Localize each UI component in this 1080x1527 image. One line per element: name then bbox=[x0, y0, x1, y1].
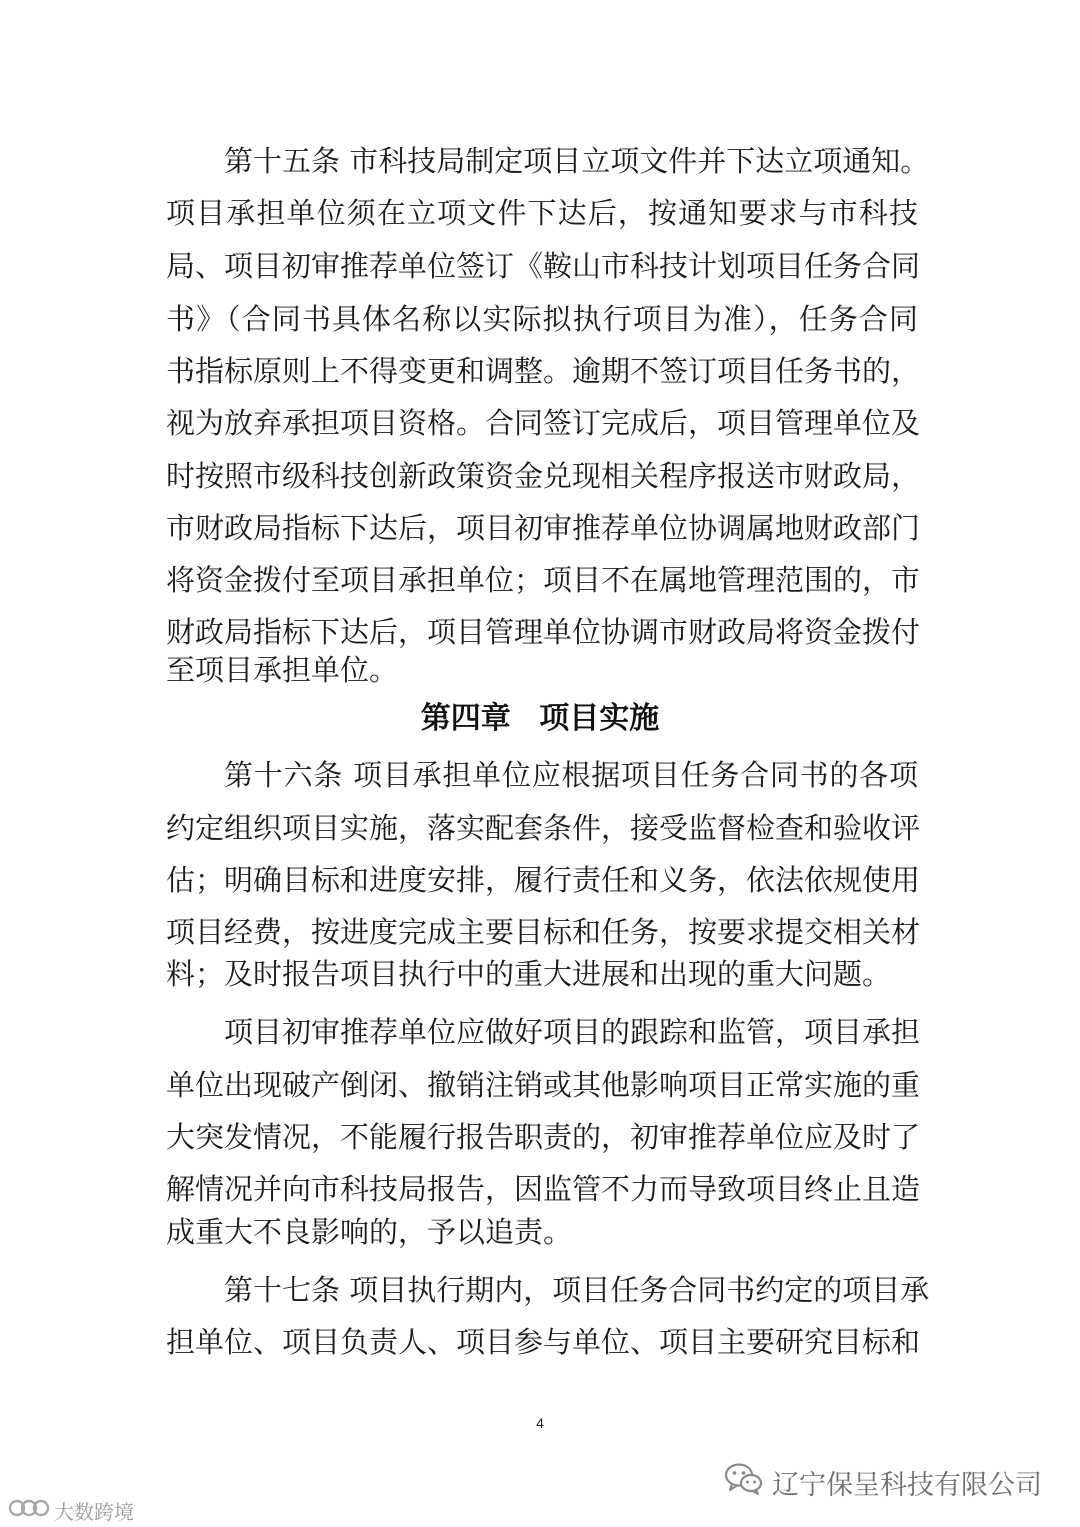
text-line: 项目经费，按进度完成主要目标和任务，按要求提交相关材 bbox=[166, 915, 921, 949]
text-line: 料；及时报告项目执行中的重大进展和出现的重大问题。 bbox=[166, 957, 892, 991]
text-line: 第十六条 项目承担单位应根据项目任务合同书的各项 bbox=[224, 758, 918, 792]
text-line: 成重大不良影响的，予以追责。 bbox=[166, 1215, 573, 1249]
page-number: 4 bbox=[536, 1415, 544, 1431]
text-line: 解情况并向市科技局报告，因监管不力而导致项目终止且造 bbox=[166, 1172, 921, 1206]
text-line: 大突发情况，不能履行报告职责的，初审推荐单位应及时了 bbox=[166, 1120, 921, 1154]
text-line: 项目承担单位须在立项文件下达后，按通知要求与市科技 bbox=[166, 196, 918, 230]
text-line: 视为放弃承担项目资格。合同签订完成后，项目管理单位及 bbox=[166, 406, 921, 440]
text-line: 将资金拨付至项目承担单位；项目不在属地管理范围的，市 bbox=[166, 563, 921, 597]
logo-icon bbox=[8, 1497, 50, 1524]
corner-watermark bbox=[8, 1496, 134, 1525]
text-line: 项目初审推荐单位应做好项目的跟踪和监管，项目承担 bbox=[224, 1015, 921, 1049]
text-line: 市财政局指标下达后，项目初审推荐单位协调属地财政部门 bbox=[166, 511, 921, 545]
text-line: 单位出现破产倒闭、撤销注销或其他影响项目正常实施的重 bbox=[166, 1068, 921, 1102]
wechat-account-name: 辽宁保呈科技有限公司 bbox=[772, 1470, 1042, 1501]
text-line: 书》（合同书具体名称以实际拟执行项目为准），任务合同 bbox=[166, 302, 918, 336]
text-line: 担单位、项目负责人、项目参与单位、项目主要研究目标和 bbox=[166, 1325, 921, 1359]
text-line: 第十五条 市科技局制定项目立项文件并下达立项通知。 bbox=[224, 144, 930, 178]
text-line: 财政局指标下达后，项目管理单位协调市财政局将资金拨付 bbox=[166, 615, 921, 649]
text-line: 局、项目初审推荐单位签订《鞍山市科技计划项目任务合同 bbox=[166, 249, 921, 283]
text-line: 书指标原则上不得变更和调整。逾期不签订项目任务书的， bbox=[166, 354, 921, 388]
text-line: 第十七条 项目执行期内，项目任务合同书约定的项目承 bbox=[224, 1273, 930, 1307]
chapter-heading: 第四章 项目实施 bbox=[420, 701, 660, 736]
wechat-icon bbox=[724, 1462, 764, 1503]
text-line: 时按照市级科技创新政策资金兑现相关程序报送市财政局， bbox=[166, 459, 921, 493]
text-line: 至项目承担单位。 bbox=[166, 653, 399, 687]
watermark-label: 大数跨境 bbox=[54, 1500, 134, 1524]
text-line: 约定组织项目实施，落实配套条件，接受监督检查和验收评 bbox=[166, 811, 921, 845]
wechat-watermark bbox=[724, 1462, 1042, 1503]
text-line: 估；明确目标和进度安排，履行责任和义务，依法依规使用 bbox=[166, 863, 921, 897]
